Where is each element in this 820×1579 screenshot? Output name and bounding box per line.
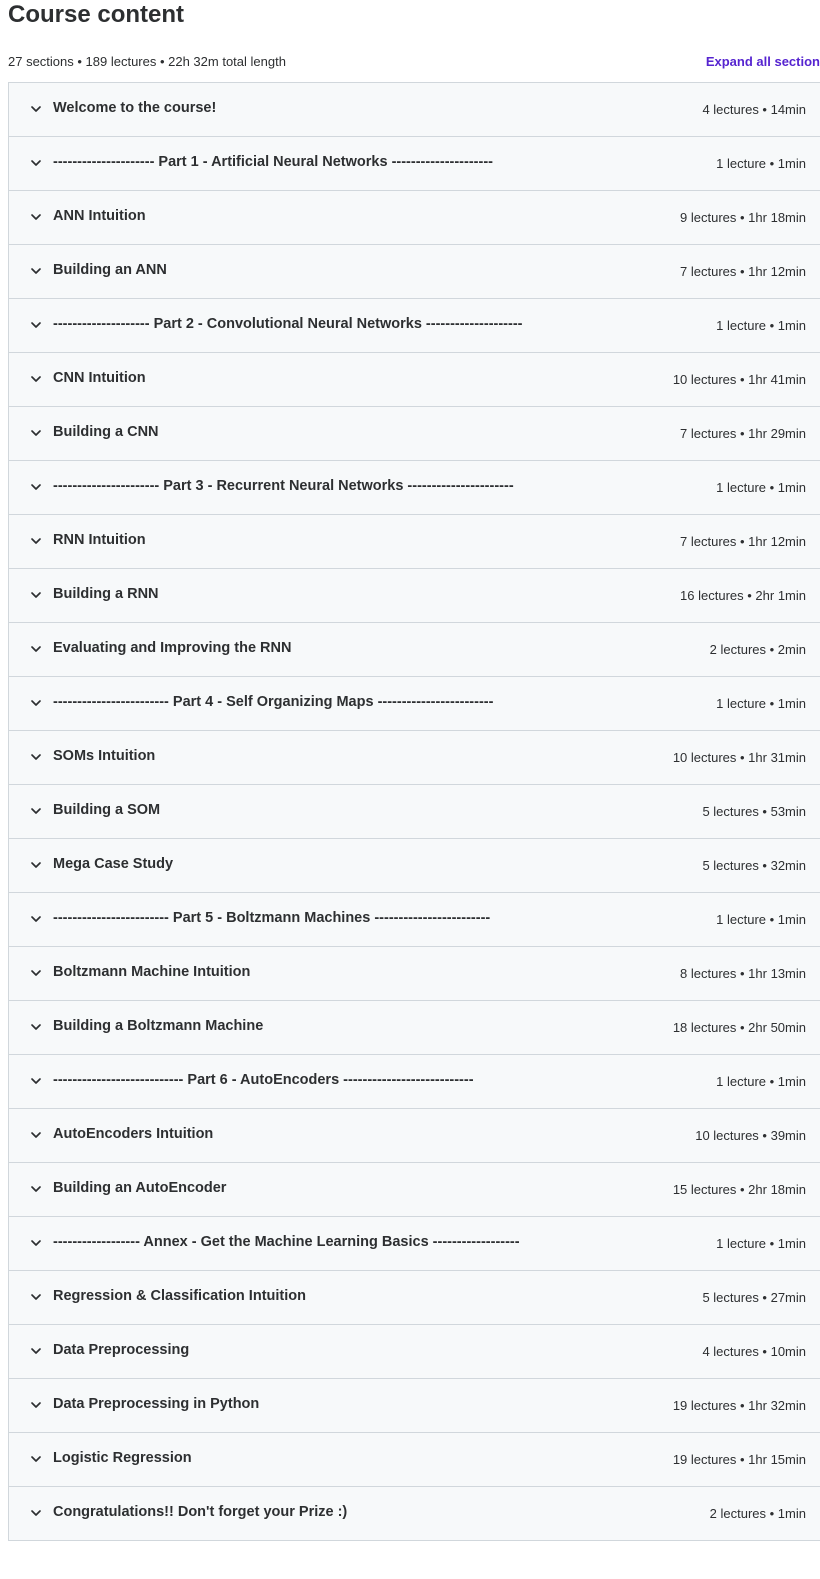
chevron-down-icon[interactable]: [29, 912, 43, 926]
section-meta: 15 lectures • 2hr 18min: [672, 1182, 806, 1197]
section-title[interactable]: Building a SOM: [53, 802, 161, 818]
section-meta: 1 lecture • 1min: [716, 318, 806, 333]
chevron-down-icon[interactable]: [29, 156, 43, 170]
section-meta: 1 lecture • 1min: [716, 696, 806, 711]
section-title[interactable]: ------------------------ Part 4 - Self Organizing Maps ------------------------: [53, 694, 494, 710]
section-title[interactable]: Evaluating and Improving the RNN: [53, 640, 292, 656]
chevron-down-icon[interactable]: [29, 1452, 43, 1466]
chevron-down-icon[interactable]: [29, 1506, 43, 1520]
section-row[interactable]: [9, 461, 820, 515]
chevron-down-icon[interactable]: [29, 1074, 43, 1088]
page-title: Course content: [8, 1, 185, 28]
expand-all-sections-button[interactable]: Expand all section: [705, 54, 820, 69]
course-summary: 27 sections • 189 lectures • 22h 32m total length: [8, 54, 286, 69]
chevron-down-icon[interactable]: [29, 966, 43, 980]
section-meta: 9 lectures • 1hr 18min: [680, 210, 806, 225]
section-meta: 1 lecture • 1min: [716, 1074, 806, 1089]
section-row[interactable]: [9, 839, 820, 893]
chevron-down-icon[interactable]: [29, 750, 43, 764]
chevron-down-icon[interactable]: [29, 1128, 43, 1142]
chevron-down-icon[interactable]: [29, 372, 43, 386]
section-meta: 16 lectures • 2hr 1min: [680, 588, 806, 603]
chevron-down-icon[interactable]: [29, 588, 43, 602]
section-title[interactable]: Building a Boltzmann Machine: [53, 1018, 264, 1034]
section-title[interactable]: Welcome to the course!: [53, 100, 217, 116]
chevron-down-icon[interactable]: [29, 102, 43, 116]
section-row[interactable]: [9, 731, 820, 785]
section-row[interactable]: [9, 407, 820, 461]
section-title[interactable]: Building an AutoEncoder: [53, 1180, 227, 1196]
section-title[interactable]: Data Preprocessing in Python: [53, 1396, 260, 1412]
chevron-down-icon[interactable]: [29, 480, 43, 494]
section-row[interactable]: [9, 785, 820, 839]
chevron-down-icon[interactable]: [29, 1290, 43, 1304]
chevron-down-icon[interactable]: [29, 1020, 43, 1034]
section-title[interactable]: ------------------ Annex - Get the Machine Learning Basics ------------------: [53, 1234, 520, 1250]
section-title[interactable]: Regression & Classification Intuition: [53, 1288, 306, 1304]
section-meta: 1 lecture • 1min: [716, 912, 806, 927]
section-title[interactable]: Building a CNN: [53, 424, 159, 440]
section-row[interactable]: [9, 137, 820, 191]
section-title[interactable]: Building an ANN: [53, 262, 167, 278]
section-meta: 1 lecture • 1min: [716, 1236, 806, 1251]
section-row[interactable]: [9, 1217, 820, 1271]
chevron-down-icon[interactable]: [29, 1182, 43, 1196]
section-meta: 5 lectures • 32min: [702, 858, 806, 873]
chevron-down-icon[interactable]: [29, 264, 43, 278]
section-title[interactable]: Mega Case Study: [53, 856, 174, 872]
section-title[interactable]: Boltzmann Machine Intuition: [53, 964, 251, 980]
section-title[interactable]: Logistic Regression: [53, 1450, 192, 1466]
section-meta: 4 lectures • 14min: [702, 102, 806, 117]
section-row[interactable]: [9, 1055, 820, 1109]
section-meta: 2 lectures • 1min: [709, 1506, 806, 1521]
section-row[interactable]: [9, 191, 820, 245]
section-row[interactable]: [9, 1109, 820, 1163]
chevron-down-icon[interactable]: [29, 426, 43, 440]
section-meta: 8 lectures • 1hr 13min: [680, 966, 806, 981]
section-row[interactable]: [9, 677, 820, 731]
section-title[interactable]: ------------------------ Part 5 - Boltzmann Machines ------------------------: [53, 910, 491, 926]
chevron-down-icon[interactable]: [29, 804, 43, 818]
section-title[interactable]: Congratulations!! Don't forget your Prize :): [53, 1504, 348, 1520]
section-row[interactable]: [9, 569, 820, 623]
chevron-down-icon[interactable]: [29, 858, 43, 872]
chevron-down-icon[interactable]: [29, 210, 43, 224]
section-row[interactable]: [9, 947, 820, 1001]
section-meta: 19 lectures • 1hr 32min: [672, 1398, 806, 1413]
section-row[interactable]: [9, 515, 820, 569]
section-row[interactable]: [9, 1001, 820, 1055]
section-title[interactable]: SOMs Intuition: [53, 748, 156, 764]
section-row[interactable]: [9, 353, 820, 407]
section-title[interactable]: --------------------------- Part 6 - AutoEncoders ---------------------------: [53, 1072, 474, 1088]
chevron-down-icon[interactable]: [29, 534, 43, 548]
section-title[interactable]: ANN Intuition: [53, 208, 146, 224]
section-row[interactable]: [9, 299, 820, 353]
section-row[interactable]: [9, 83, 820, 137]
section-title[interactable]: -------------------- Part 2 - Convolutional Neural Networks --------------------: [53, 316, 523, 332]
section-title[interactable]: Data Preprocessing: [53, 1342, 190, 1358]
section-meta: 5 lectures • 53min: [702, 804, 806, 819]
section-row[interactable]: [9, 1433, 820, 1487]
chevron-down-icon[interactable]: [29, 1398, 43, 1412]
section-meta: 10 lectures • 1hr 41min: [672, 372, 806, 387]
section-title[interactable]: AutoEncoders Intuition: [53, 1126, 214, 1142]
course-summary-bar: [8, 52, 820, 74]
section-row[interactable]: [9, 1271, 820, 1325]
section-meta: 10 lectures • 1hr 31min: [672, 750, 806, 765]
section-meta: 18 lectures • 2hr 50min: [672, 1020, 806, 1035]
section-title[interactable]: Building a RNN: [53, 586, 159, 602]
chevron-down-icon[interactable]: [29, 1344, 43, 1358]
section-meta: 7 lectures • 1hr 29min: [680, 426, 806, 441]
section-meta: 19 lectures • 1hr 15min: [672, 1452, 806, 1467]
section-meta: 7 lectures • 1hr 12min: [680, 534, 806, 549]
section-row[interactable]: [9, 893, 820, 947]
section-row[interactable]: [9, 1325, 820, 1379]
section-row[interactable]: [9, 623, 820, 677]
chevron-down-icon[interactable]: [29, 1236, 43, 1250]
chevron-down-icon[interactable]: [29, 318, 43, 332]
section-title[interactable]: --------------------- Part 1 - Artificial Neural Networks ---------------------: [53, 154, 493, 170]
section-list: [8, 82, 820, 1541]
section-row[interactable]: [9, 1487, 820, 1541]
section-title[interactable]: ---------------------- Part 3 - Recurrent Neural Networks ----------------------: [53, 478, 514, 494]
section-meta: 5 lectures • 27min: [702, 1290, 806, 1305]
section-meta: 2 lectures • 2min: [709, 642, 806, 657]
chevron-down-icon[interactable]: [29, 696, 43, 710]
section-meta: 1 lecture • 1min: [716, 480, 806, 495]
section-title[interactable]: RNN Intuition: [53, 532, 146, 548]
section-meta: 1 lecture • 1min: [716, 156, 806, 171]
section-meta: 10 lectures • 39min: [695, 1128, 806, 1143]
section-row[interactable]: [9, 1379, 820, 1433]
section-row[interactable]: [9, 245, 820, 299]
section-meta: 7 lectures • 1hr 12min: [680, 264, 806, 279]
section-meta: 4 lectures • 10min: [702, 1344, 806, 1359]
section-title[interactable]: CNN Intuition: [53, 370, 146, 386]
section-row[interactable]: [9, 1163, 820, 1217]
chevron-down-icon[interactable]: [29, 642, 43, 656]
